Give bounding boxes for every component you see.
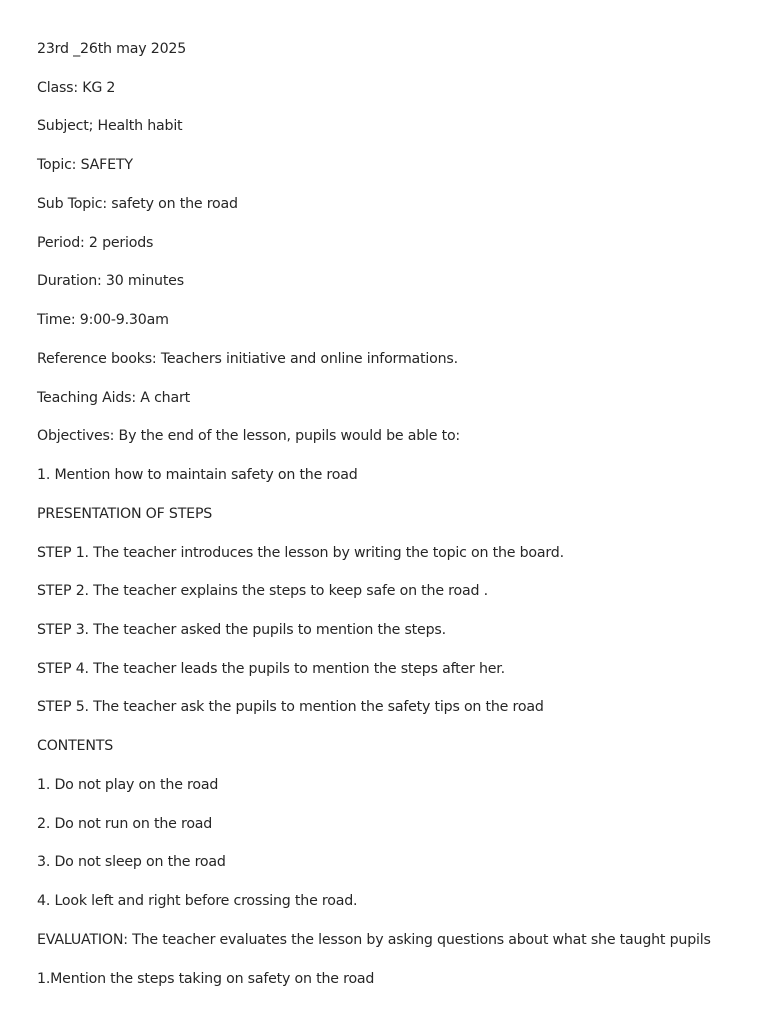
evaluation-question: 1.Mention the steps taking on safety on the road — [37, 970, 375, 987]
time-line: Time: 9:00-9.30am — [37, 312, 169, 329]
contents-heading: CONTENTS — [37, 738, 114, 755]
content-item: 3. Do not sleep on the road — [37, 854, 226, 871]
objective-item: 1. Mention how to maintain safety on the road — [37, 467, 358, 484]
step-item: STEP 4. The teacher leads the pupils to mention the steps after her. — [37, 660, 505, 677]
subject-line: Subject; Health habit — [37, 118, 183, 135]
content-item: 4. Look left and right before crossing the road. — [37, 893, 358, 910]
reference-books-line: Reference books: Teachers initiative and online informations. — [37, 350, 458, 367]
lesson-note-body — [37, 38, 742, 1006]
duration-line: Duration: 30 minutes — [37, 273, 184, 290]
step-item: STEP 5. The teacher ask the pupils to mention the safety tips on the road — [37, 699, 544, 716]
content-item: 1. Do not play on the road — [37, 776, 219, 793]
topic-line: Topic: SAFETY — [37, 157, 133, 174]
presentation-heading: PRESENTATION OF STEPS — [37, 505, 213, 522]
period-line: Period: 2 periods — [37, 234, 154, 251]
content-item: 2. Do not run on the road — [37, 815, 213, 832]
teaching-aids-line: Teaching Aids: A chart — [37, 389, 190, 406]
class-line: Class: KG 2 — [37, 79, 116, 96]
objectives-line: Objectives: By the end of the lesson, pupils would be able to: — [37, 428, 461, 445]
step-item: STEP 2. The teacher explains the steps to keep safe on the road . — [37, 583, 488, 600]
evaluation-line: EVALUATION: The teacher evaluates the lesson by asking questions about what she taught pupils — [37, 931, 711, 948]
step-item: STEP 3. The teacher asked the pupils to mention the steps. — [37, 622, 446, 639]
step-item: STEP 1. The teacher introduces the lesson by writing the topic on the board. — [37, 544, 564, 561]
sub-topic-line: Sub Topic: safety on the road — [37, 195, 238, 212]
date-line: 23rd _26th may 2025 — [37, 41, 187, 57]
